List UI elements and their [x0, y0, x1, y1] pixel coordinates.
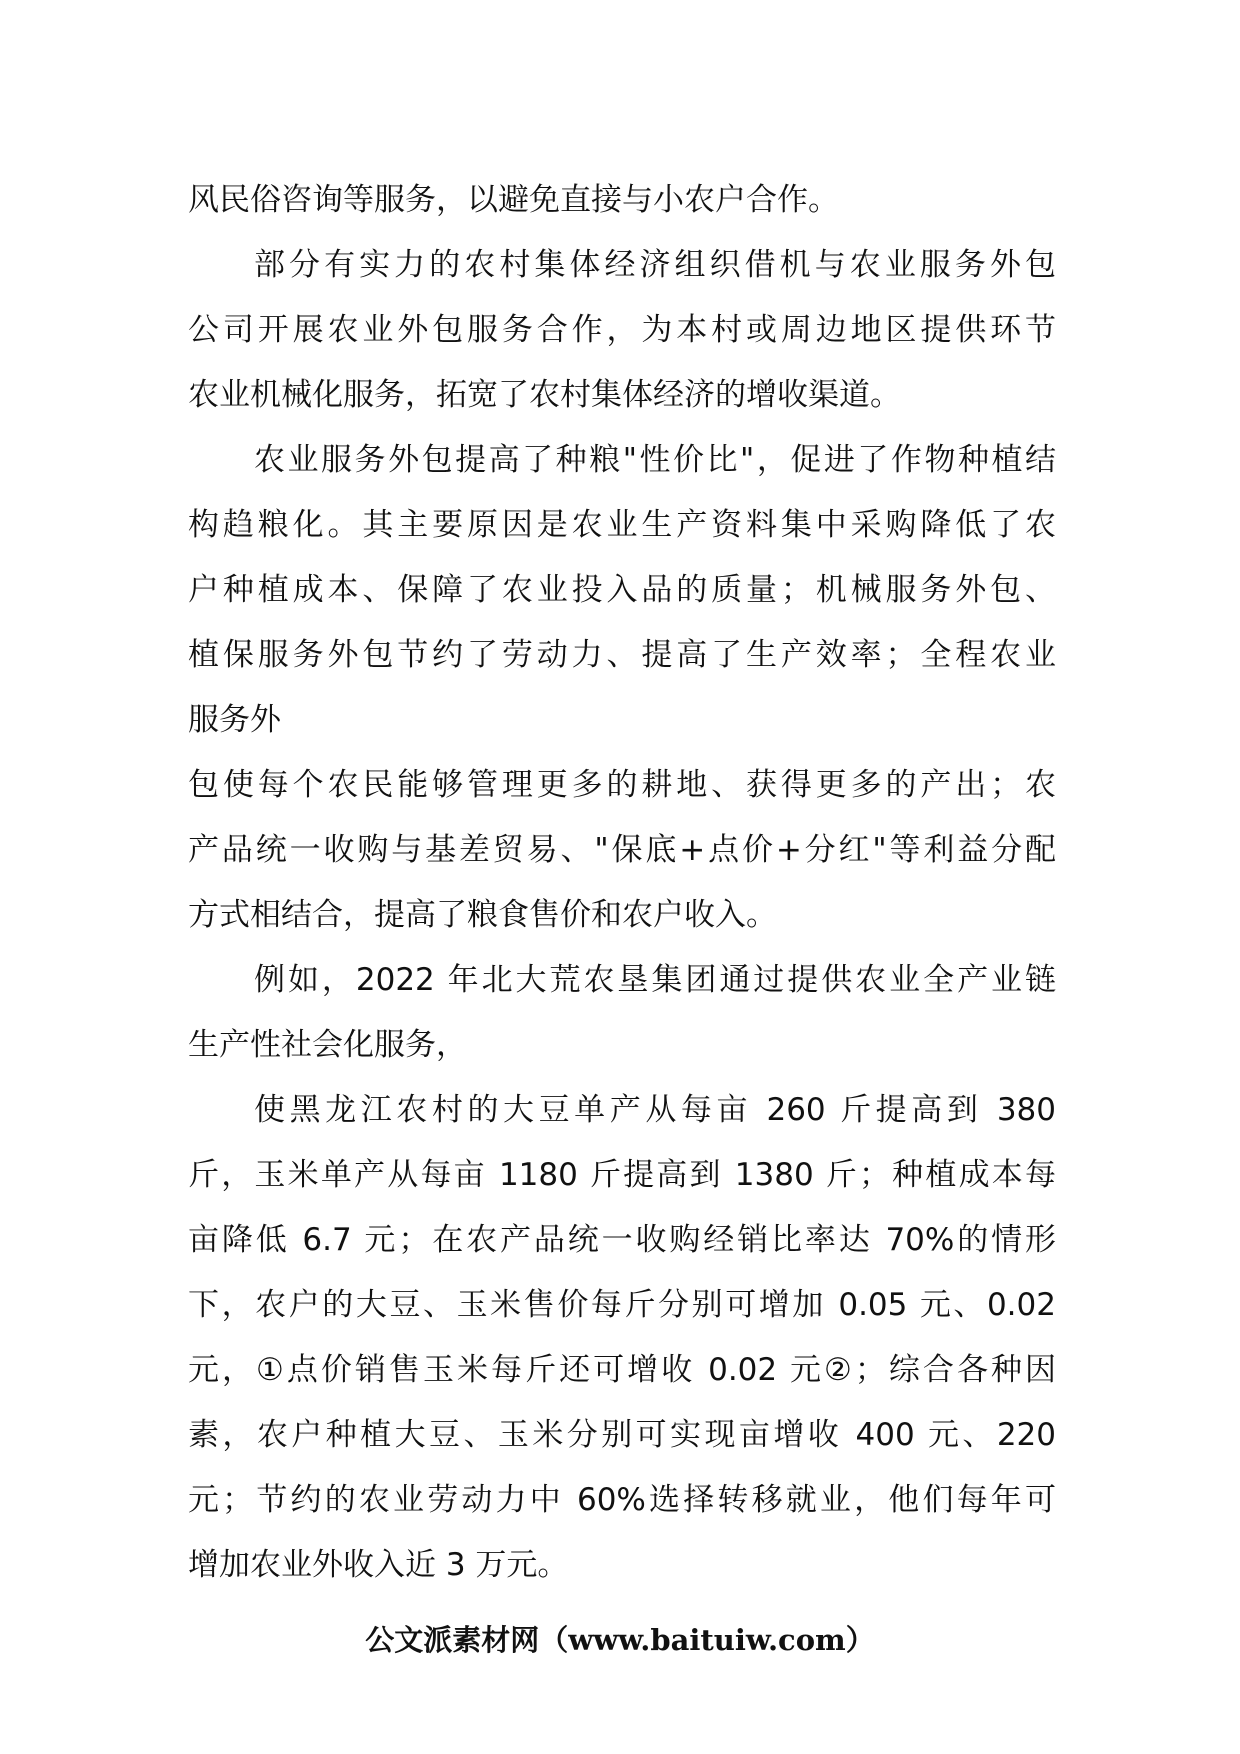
text-line: 包使每个农民能够管理更多的耕地、获得更多的产出；农: [188, 767, 1056, 803]
paragraph-start-line: 部分有实力的农村集体经济组织借机与农业服务外包: [254, 247, 1056, 283]
text-line: 农业机械化服务，拓宽了农村集体经济的增收渠道。: [188, 377, 901, 413]
paragraph-start-line: 例如，2022 年北大荒农垦集团通过提供农业全产业链: [254, 962, 1056, 998]
text-line: 亩降低 6.7 元；在农产品统一收购经销比率达 70%的情形: [188, 1222, 1056, 1258]
text-line: 植保服务外包节约了劳动力、提高了生产效率；全程农业: [188, 637, 1056, 673]
text-line: 服务外: [188, 702, 281, 738]
text-line: 元，①点价销售玉米每斤还可增收 0.02 元②；综合各种因: [188, 1352, 1056, 1388]
text-line: 生产性社会化服务，: [188, 1027, 467, 1063]
text-line: 斤，玉米单产从每亩 1180 斤提高到 1380 斤；种植成本每: [188, 1157, 1056, 1193]
paragraph-start-line: 农业服务外包提高了种粮"性价比"，促进了作物种植结: [254, 442, 1056, 478]
text-line: 风民俗咨询等服务，以避免直接与小农户合作。: [188, 182, 839, 218]
text-line: 增加农业外收入近 3 万元。: [188, 1547, 569, 1583]
text-line: 构趋粮化。其主要原因是农业生产资料集中采购降低了农: [188, 507, 1056, 543]
text-line: 素，农户种植大豆、玉米分别可实现亩增收 400 元、220: [188, 1417, 1056, 1453]
text-line: 产品统一收购与基差贸易、"保底+点价+分红"等利益分配: [188, 832, 1056, 868]
document-body: [188, 168, 1056, 1598]
footer-watermark-text: 公文派素材网（www.baituiw.com）: [365, 1623, 875, 1657]
text-line: 公司开展农业外包服务合作，为本村或周边地区提供环节: [188, 312, 1056, 348]
paragraph-start-line: 使黑龙江农村的大豆单产从每亩 260 斤提高到 380: [254, 1092, 1056, 1128]
text-line: 户种植成本、保障了农业投入品的质量；机械服务外包、: [188, 572, 1056, 608]
text-line: 下，农户的大豆、玉米售价每斤分别可增加 0.05 元、0.02: [188, 1287, 1056, 1323]
text-line: 方式相结合，提高了粮食售价和农户收入。: [188, 897, 777, 933]
text-line: 元；节约的农业劳动力中 60%选择转移就业，他们每年可: [188, 1482, 1056, 1518]
